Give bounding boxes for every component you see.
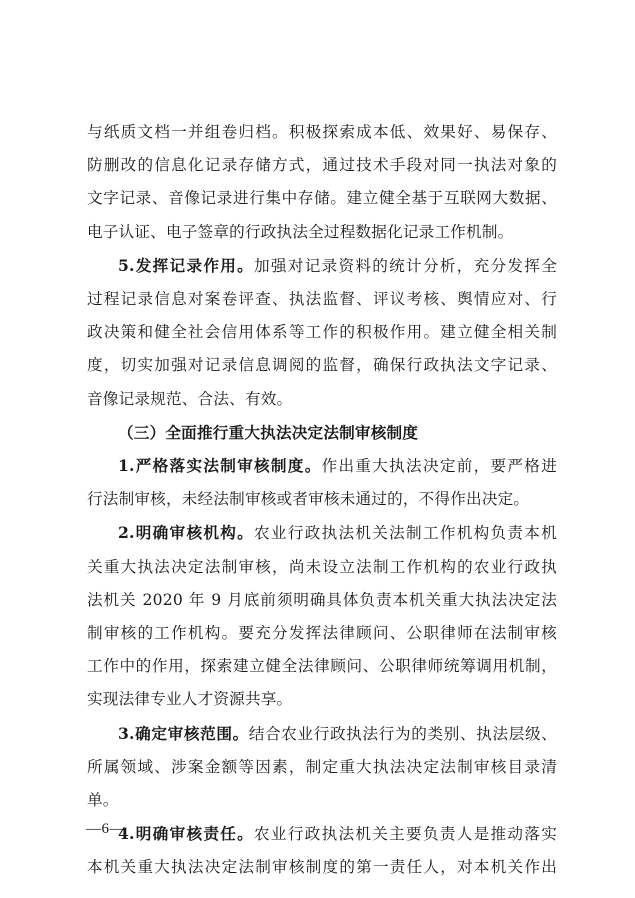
paragraph-line: 制审核的工作机构。要充分发挥法律顾问、公职律师在法制审核: [87, 624, 557, 643]
paragraph-line: 文字记录、音像记录进行集中存储。建立健全基于互联网大数据、: [87, 189, 557, 208]
paragraph-line: 与纸质文档一并组卷归档。积极探索成本低、效果好、易保存、: [87, 123, 557, 141]
paragraph-first-line: [87, 449, 557, 483]
paragraph-line: 度，切实加强对记录信息调阅的监督，确保行政执法文字记录、: [87, 356, 557, 375]
section-heading: （三）全面推行重大执法决定法制审核制度: [118, 422, 419, 442]
paragraph-line: 行法制审核，未经法制审核或者审核未通过的，不得作出决定。: [87, 490, 530, 509]
paragraph-line: 防删改的信息化记录存储方式，通过技术手段对同一执法对象的: [87, 156, 557, 175]
paragraph-line: 音像记录规范、合法、有效。: [87, 389, 293, 408]
paragraph-first-line: [87, 717, 557, 751]
paragraph-text: 农业行政执法机关法制工作机构负责本机: [254, 524, 557, 543]
paragraph-line: 工作中的作用，探索建立健全法律顾问、公职律师统筹调用机制，: [87, 657, 557, 676]
paragraph-first-line: [87, 817, 557, 851]
paragraph-text: 作出重大执法决定前，要严格进: [321, 457, 557, 476]
document-body: [87, 116, 557, 885]
paragraph-line: 实现法律专业人才资源共享。: [87, 690, 293, 709]
paragraph-line: 所属领域、涉案金额等因素，制定重大执法决定法制审核目录清单。: [87, 757, 557, 810]
paragraph-line: 过程记录信息对案卷评查、执法监督、评议考核、舆情应对、行: [87, 290, 557, 309]
paragraph-first-line: [87, 249, 557, 283]
paragraph-line: 本机关重大执法决定法制审核制度的第一责任人，对本机关作出: [87, 858, 557, 877]
paragraph-text: 加强对记录资料的统计分析，充分发挥全: [254, 256, 557, 275]
paragraph-text: 农业行政执法机关主要负责人是推动落实: [254, 825, 557, 844]
paragraph-line: 电子认证、电子签章的行政执法全过程数据化记录工作机制。: [87, 222, 514, 241]
paragraph-text: 结合农业行政执法行为的类别、执法层级、: [248, 724, 557, 743]
paragraph-first-line: [87, 516, 557, 550]
item-heading: 1.严格落实法制审核制度。: [118, 456, 322, 476]
item-heading: 5.发挥记录作用。: [118, 255, 255, 275]
paragraph-line: 政决策和健全社会信用体系等工作的积极作用。建立健全相关制: [87, 323, 557, 342]
item-heading: 3.确定审核范围。: [118, 723, 249, 743]
item-heading: 4.明确审核责任。: [118, 824, 255, 844]
page-number: —6—: [86, 821, 125, 837]
item-heading: 2.明确审核机构。: [118, 523, 255, 543]
paragraph-line: 关重大执法决定法制审核，尚未设立法制工作机构的农业行政执: [87, 557, 557, 576]
paragraph-line: 法机关 2020 年 9 月底前须明确具体负责本机关重大执法决定法: [87, 590, 557, 609]
